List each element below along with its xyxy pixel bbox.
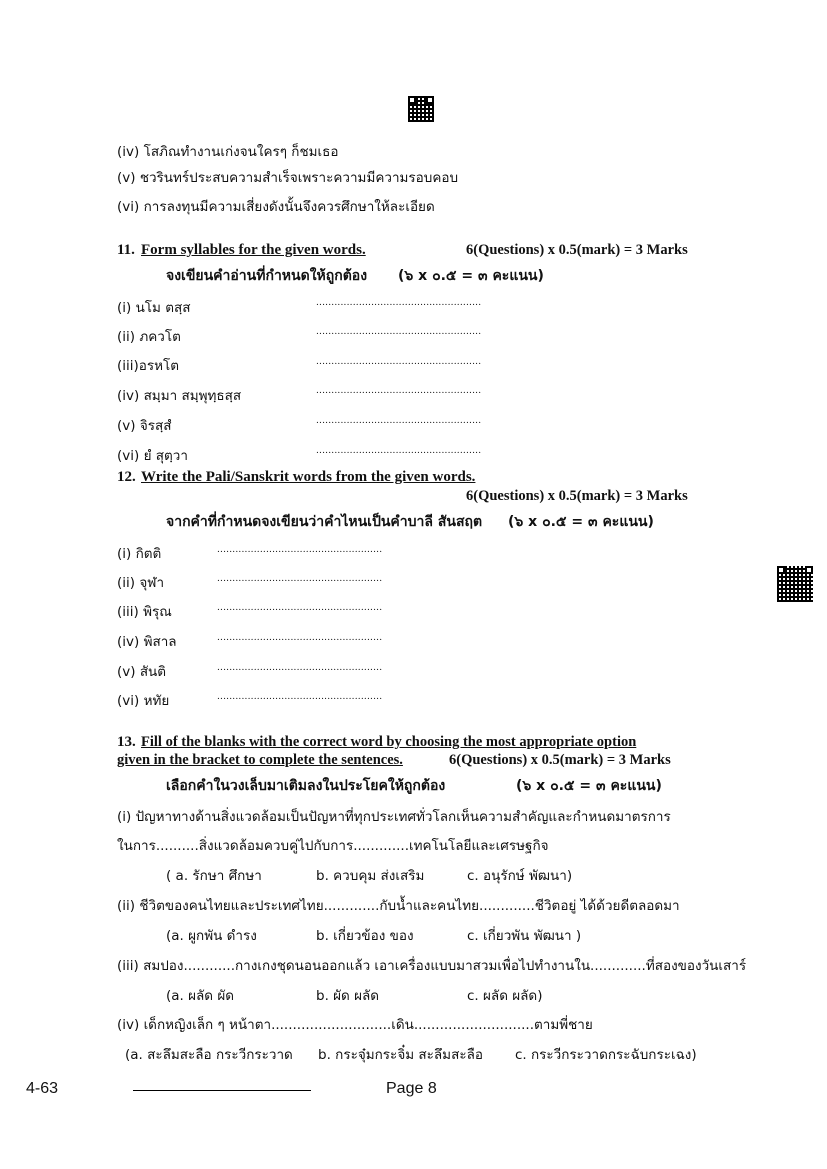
- q12-blank: ......................................................: [217, 663, 383, 673]
- q13-option-c: c. อนุรักษ์ พัฒนา): [467, 868, 573, 884]
- q13-option-c: c. ผลัด ผลัด): [467, 988, 543, 1004]
- q12-blank: ......................................................: [217, 574, 383, 584]
- q12-item: (ii) จุฬา: [117, 575, 165, 591]
- q11-title: Form syllables for the given words.: [141, 242, 366, 258]
- q13-number: 13.: [117, 734, 136, 750]
- q13-option-a: (a. ผลัด ผัด: [166, 988, 235, 1004]
- intro-item: (v) ชวรินทร์ประสบความสำเร็จเพราะความมีความรอบคอบ: [117, 170, 459, 186]
- q13-option-c: c. กระวีกระวาดกระฉับกระเฉง): [515, 1047, 697, 1063]
- q13-option-a: ( a. รักษา ศึกษา: [166, 868, 262, 884]
- q12-number: 12.: [117, 469, 136, 485]
- q13-option-b: b. ผัด ผลัด: [316, 988, 380, 1004]
- q13-option-b: b. เกี่ยวข้อง ของ: [316, 928, 414, 944]
- q13-sentence: (i) ปัญหาทางด้านสิ่งแวดล้อมเป็นปัญหาที่ทุกประเทศทั่วโลกเห็นความสำคัญและกำหนดมาตรการ: [117, 809, 671, 825]
- qr-code-side-icon: [777, 566, 813, 602]
- q11-item: (iii)อรหโต: [117, 358, 180, 374]
- q12-thai-instruction: จากคำที่กำหนดจงเขียนว่าคำไหนเป็นคำบาลี สันสฤต: [166, 514, 483, 530]
- q12-item: (vi) หทัย: [117, 693, 170, 709]
- q12-blank: ......................................................: [217, 692, 383, 702]
- q12-item: (iii) พิรุณ: [117, 604, 172, 620]
- q11-blank: ......................................................: [316, 386, 482, 396]
- q11-marks: 6(Questions) x 0.5(mark) = 3 Marks: [466, 242, 688, 258]
- q13-title-line1: Fill of the blanks with the correct word by choosing the most appropriate option: [141, 734, 637, 750]
- q11-item: (ii) ภควโต: [117, 329, 181, 345]
- q11-blank: ......................................................: [316, 357, 482, 367]
- q12-blank: ......................................................: [217, 603, 383, 613]
- q13-sentence: (iii) สมปอง............กางเกงชุดนอนออกแล้ว เอาเครื่องแบบมาสวมเพื่อไปทำงานใน.............ที่สองของวันเสาร์: [117, 958, 747, 974]
- footer-code: 4-63: [26, 1080, 59, 1097]
- q11-blank: ......................................................: [316, 416, 482, 426]
- q13-option-a: (a. สะลึมสะลือ กระวีกระวาด: [125, 1047, 293, 1063]
- q11-blank: ......................................................: [316, 446, 482, 456]
- intro-item: (iv) โสภิณทำงานเก่งจนใครๆ ก็ชมเธอ: [117, 144, 339, 160]
- q12-marks: 6(Questions) x 0.5(mark) = 3 Marks: [466, 488, 688, 504]
- q13-sentence: (iv) เด็กหญิงเล็ก ๆ หน้าตา............................เดิน............................ตามพี่ชาย: [117, 1017, 593, 1033]
- q13-sentence: (ii) ชีวิตของคนไทยและประเทศไทย.............กับน้ำและคนไทย.............ชีวิตอยู่ ได้ด้วยดีตลอดมา: [117, 898, 680, 914]
- q12-item: (v) สันติ: [117, 664, 167, 680]
- q13-option-c: c. เกี่ยวพัน พัฒนา ): [467, 928, 582, 944]
- q11-item: (vi) ยํ สุตฺวา: [117, 448, 188, 464]
- q13-thai-instruction: เลือกคำในวงเล็บมาเติมลงในประโยคให้ถูกต้อง: [166, 778, 446, 794]
- q12-blank: ......................................................: [217, 545, 383, 555]
- q12-thai-marks: (๖ x ๐.๕ = ๓ คะแนน): [508, 514, 654, 530]
- q13-sentence: ในการ..........สิ่งแวดล้อมควบคู่ไปกับการ.............เทคโนโลยีและเศรษฐกิจ: [117, 838, 549, 854]
- q13-thai-marks: (๖ x ๐.๕ = ๓ คะแนน): [516, 778, 662, 794]
- q12-item: (i) กิตติ: [117, 546, 162, 562]
- q11-item: (v) จิรสฺสํ: [117, 418, 172, 434]
- q12-title: Write the Pali/Sanskrit words from the given words.: [141, 469, 476, 485]
- q13-marks: 6(Questions) x 0.5(mark) = 3 Marks: [449, 752, 671, 768]
- q11-blank: ......................................................: [316, 298, 482, 308]
- q11-number: 11.: [117, 242, 135, 258]
- q11-thai-marks: (๖ x ๐.๕ = ๓ คะแนน): [398, 268, 544, 284]
- q13-title-line2: given in the bracket to complete the sentences.: [117, 752, 403, 768]
- footer-divider: [133, 1090, 311, 1091]
- page-number: Page 8: [386, 1080, 437, 1097]
- intro-item: (vi) การลงทุนมีความเสี่ยงดังนั้นจึงควรศึกษาให้ละเอียด: [117, 199, 435, 215]
- q11-item: (i) นโม ตสฺส: [117, 300, 191, 316]
- q11-blank: ......................................................: [316, 327, 482, 337]
- q11-item: (iv) สมฺมา สมฺพุทฺธสฺส: [117, 388, 242, 404]
- q12-item: (iv) พิสาล: [117, 634, 177, 650]
- qr-code-icon: [408, 96, 434, 122]
- q13-option-b: b. ควบคุม ส่งเสริม: [316, 868, 425, 884]
- q13-option-a: (a. ผูกพัน ดำรง: [166, 928, 257, 944]
- q11-thai-instruction: จงเขียนคำอ่านที่กำหนดให้ถูกต้อง: [166, 268, 368, 284]
- q13-option-b: b. กระจุ๋มกระจิ๋ม สะลึมสะลือ: [318, 1047, 483, 1063]
- q12-blank: ......................................................: [217, 633, 383, 643]
